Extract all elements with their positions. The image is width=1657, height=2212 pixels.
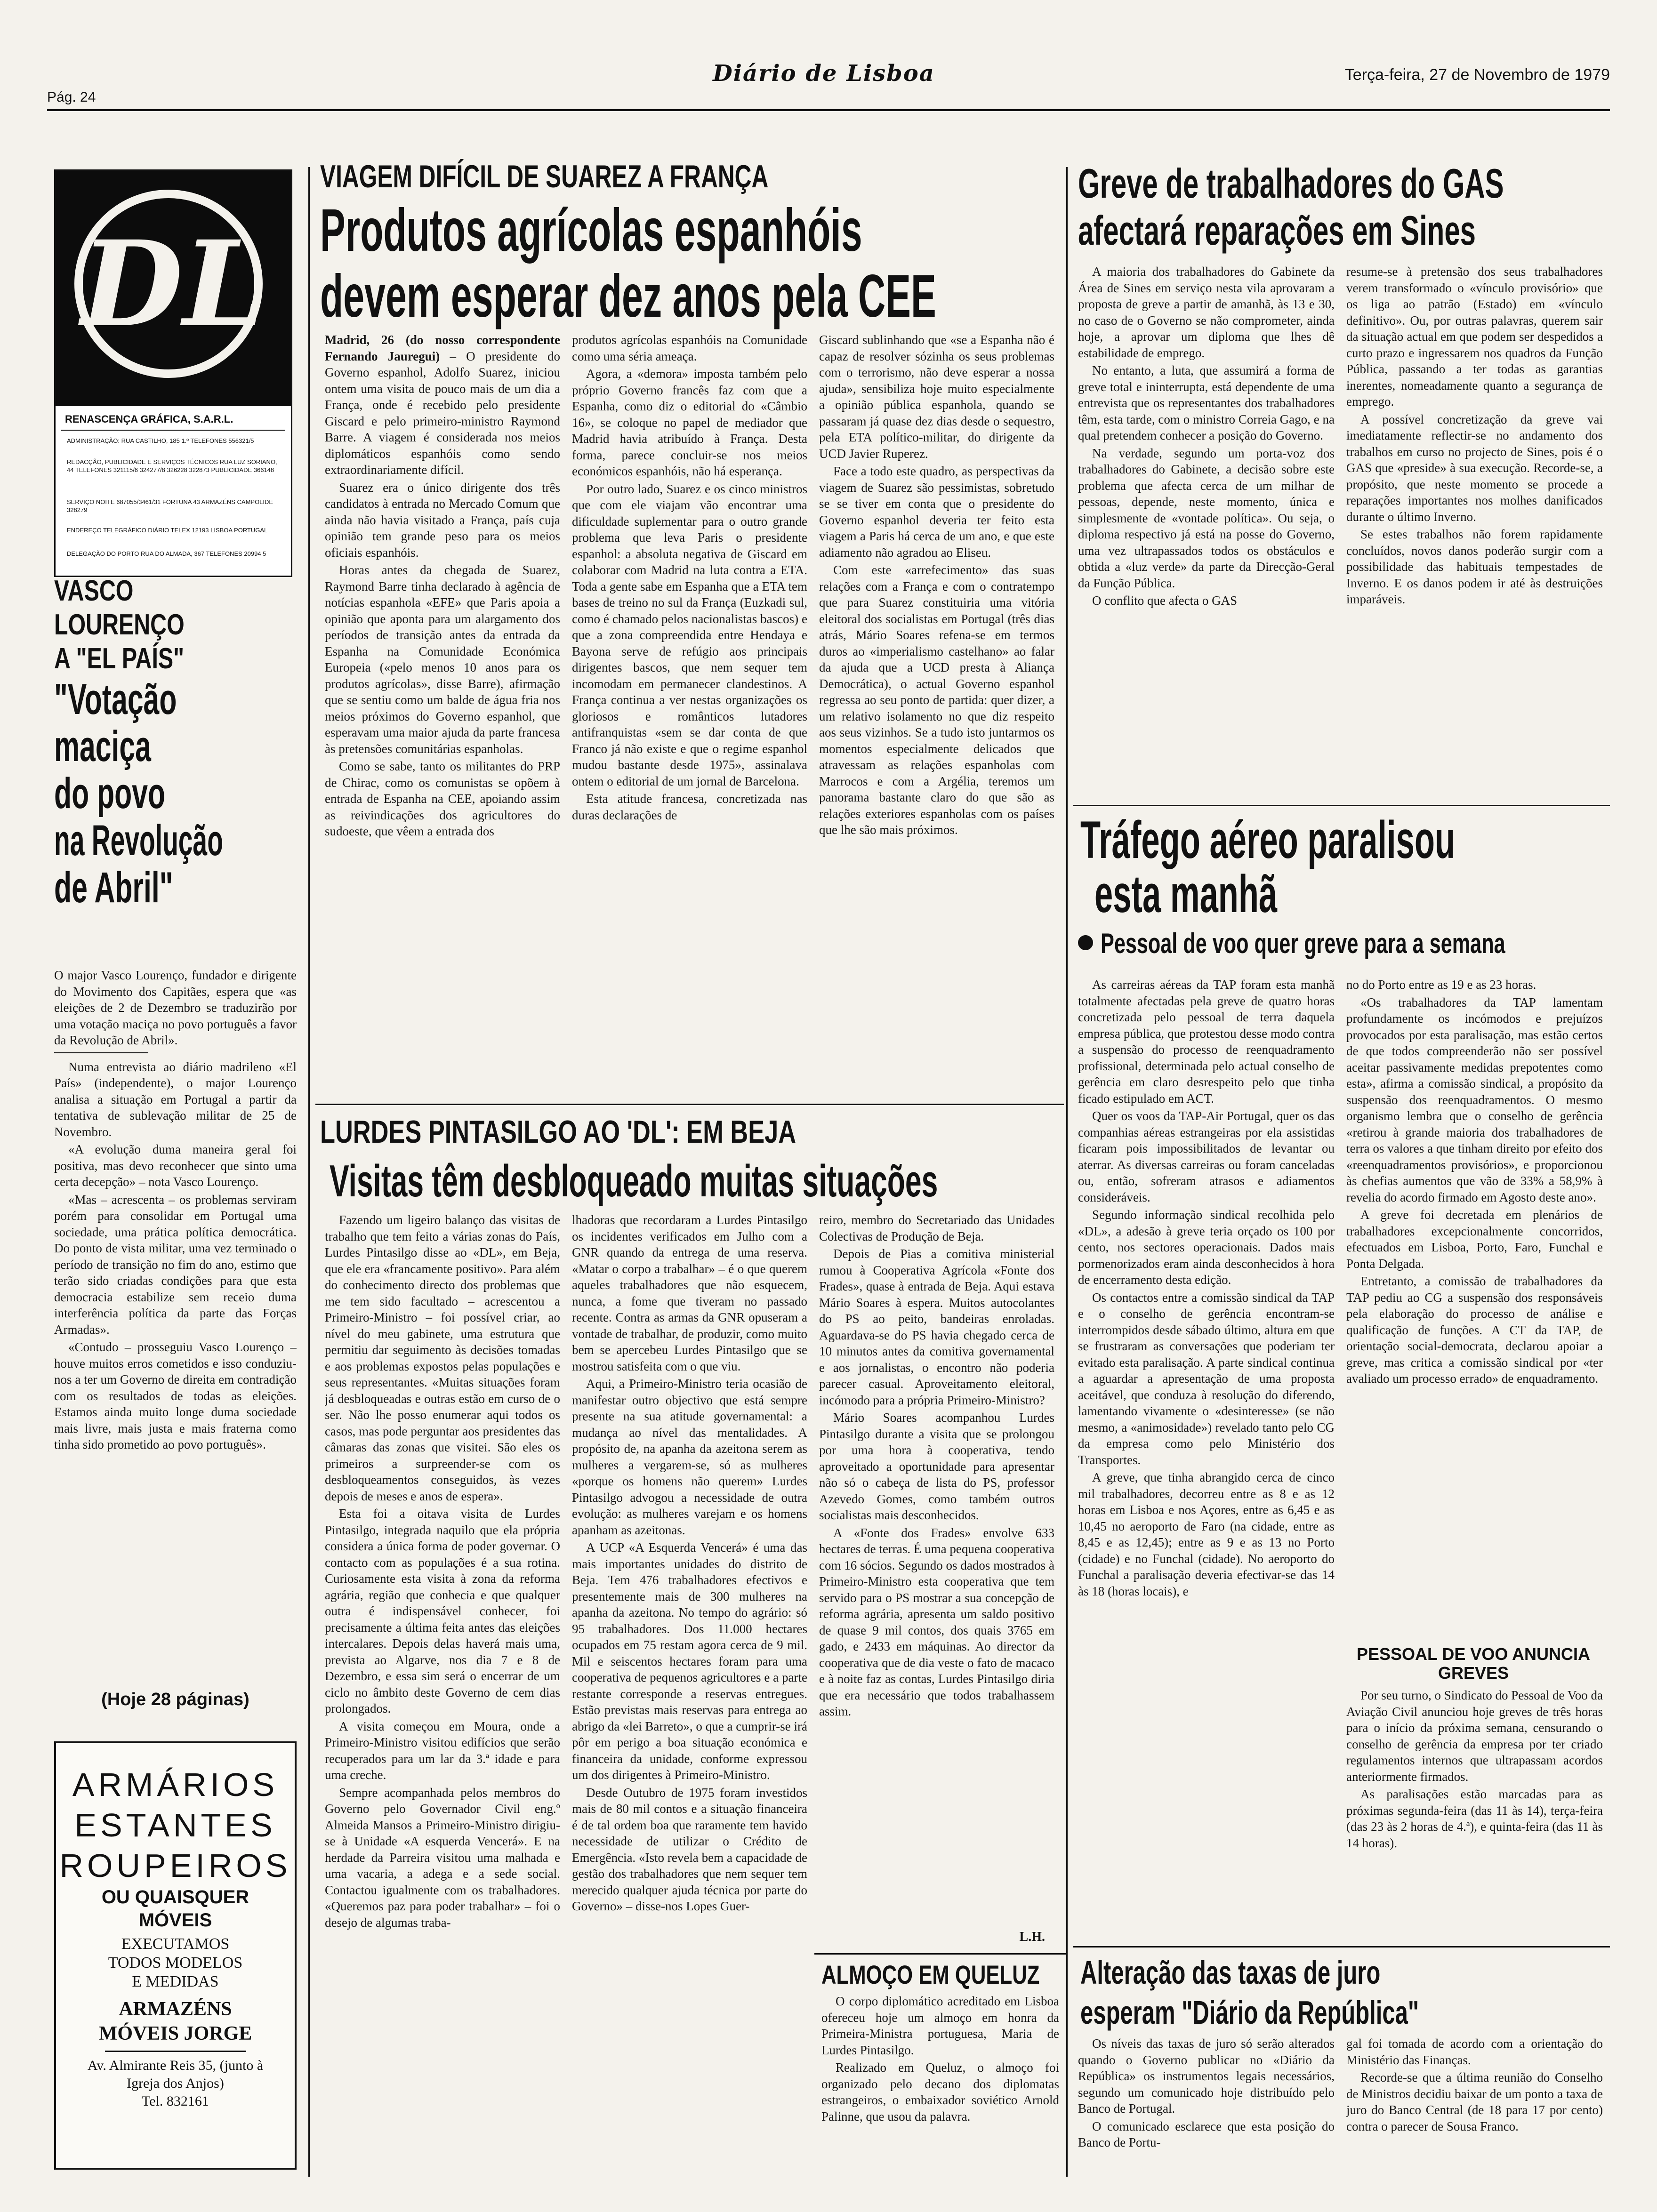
- paragraph: Giscard sublinhando que «se a Espanha não é capaz de resolver sózinha os seus problemas com o terrorismo, não deve esperar a nossa ajuda», sensibiliza hoje muito especialmente a opinião pública espanhola, quando se passaram já quase dez dias desde o sequestro, pela ETA político-militar, do dirigente da UCD Javier Ruperez.: [819, 333, 1054, 461]
- queluz-body: [821, 1993, 1059, 2200]
- suarez-col-1: [325, 332, 560, 1104]
- pintasilgo-kicker-text: LURDES PINTASILGO AO 'DL': EM BEJA: [320, 1114, 796, 1150]
- paragraph: Face a todo este quadro, as perspectivas da viagem de Suarez são pessimistas, sobretudo se se tiver em conta que o presidente do Governo espanhol deveria ter feito esta viagem a Paris há cerca de um ano, e que este adiamento não agradou ao Eliseu.: [819, 464, 1054, 560]
- paragraph: Entretanto, a comissão de trabalhadores da TAP pediu ao CG a suspensão dos responsáveis pela elaboração do processo de análise e qualificação de funções. A CT da TAP, de orientação social-democrata, declarou apoiar a greve, mas critica a comissão sindical por «ter avaliado um processo errado» de enquadramento.: [1346, 1274, 1603, 1386]
- page-number: Pág. 24: [47, 89, 96, 105]
- trafego-col-2: [1346, 977, 1603, 1640]
- ad-phone: Tel. 832161: [142, 2093, 209, 2109]
- vasco-headline-line: de Abril": [54, 864, 173, 912]
- ad-line: MÓVEIS JORGE: [98, 2023, 252, 2044]
- suarez-col-2: [572, 332, 807, 1104]
- paragraph: «Os trabalhadores da TAP lamentam profundamente os incómodos e prejuízos provocados por esta paralisação, mas estão certos de que todos compreenderão não ser possível aceitar passivamente medidas prepotentes como esta», afirma a comissão sindical, a propósito da suspensão dos reenquadramentos. O mesmo organismo lembra que o conselho de gerência «retirou à grande maioria dos trabalhadores de terra os valores a que tinham direito por efeito dos «reenquadramentos provisórios», e proporcionou às chefias aumentos que vão de 33% a 58,9% à revelia do acordo firmado em Agosto deste ano».: [1346, 995, 1603, 1204]
- juros-headline-line: esperam "Diário da República": [1080, 1994, 1419, 2031]
- dl-info-1: ADMINISTRAÇÃO: RUA CASTILHO, 185 1.º TELEFONES 556321/5: [67, 437, 254, 444]
- vasco-headline-line: maciça: [54, 722, 151, 770]
- vasco-headline-line: "Votação: [54, 675, 177, 723]
- paragraph: Horas antes da chegada de Suarez, Raymond Barre tinha declarado à agência de notícias espanhola «EFE» que Paris apoia a opinião que aponta para um alargamento dos períodos de transição antes da entrada da Espanha na Comunidade Económica Europeia («pelo menos 10 anos para os produtos agrícolas», disse Barre), afirmação que se sentiu como um balde de água fria nos meios próximos do Governo espanhol, que esperavam uma maior ajuda da parte francesa às pretensões comunitárias espanholas.: [325, 563, 560, 756]
- paragraph: A possível concretização da greve vai imediatamente reflectir-se no andamento dos trabalhos em curso no projecto de Sines, pois é o GAS que «preside» à sua execução. Recorde-se, a propósito, que neste momento se procede a reparações importantes nos molhes danificados durante o último Inverno.: [1346, 412, 1603, 524]
- paragraph: Na verdade, segundo um porta-voz dos trabalhadores do Gabinete, a decisão sobre este problema que afecta cerca de um milhar de pessoas, depende, neste momento, única e simplesmente de «vontade política». Ou seja, o diploma respectivo já está na posse do Governo, uma vez ultrapassados todos os obstáculos e obtida a «luz verde» da parte da Direcção-Geral da Função Pública.: [1078, 446, 1335, 590]
- paragraph: gal foi tomada de acordo com a orientação do Ministério das Finanças.: [1346, 2036, 1603, 2067]
- suarez-headline-line: devem esperar dez anos pela CEE: [320, 263, 936, 330]
- suarez-lead-text: – O presidente do Governo espanhol, Adolfo Suarez, iniciou ontem uma visita de pouco mais de um dia a França, onde é recebido pelo presidente Giscard e pelo primeiro-ministro Raymond Barre. A viagem é considerada nos meios diplomáticos espanhóis como sendo extraordinariamente difícil.: [325, 349, 560, 477]
- paragraph: Agora, a «demora» imposta também pelo próprio Governo francês faz com que a Espanha, como diz o editorial do «Câmbio 16», se coloque no papel de mediador que Madrid havia atribuído à França. Desta forma, parece concluir-se nos meios económicos espanhóis, não há esperança.: [572, 367, 807, 478]
- paragraph: As paralisações estão marcadas para as próximas segunda-feira (das 11 às 14), terça-feira (das 23 às 2 horas de 4.ª), e quinta-feira (das 11 às 14 horas).: [1346, 1787, 1603, 1850]
- paragraph: no do Porto entre as 19 e as 23 horas.: [1346, 978, 1536, 992]
- dl-info-4: ENDEREÇO TELEGRÁFICO DIÁRIO TELEX 12193 LISBOA PORTUGAL: [67, 527, 268, 534]
- suarez-headline-line: Produtos agrícolas espanhóis: [320, 197, 862, 264]
- paragraph: Suarez era o único dirigente dos três candidatos à entrada no Mercado Comum que ainda não havia visitado a França, país cuja opinião tem grande peso para os meios oficiais espanhóis.: [325, 480, 560, 560]
- paragraph: Depois de Pias a comitiva ministerial rumou à Cooperativa Agrícola «Fonte dos Frades», quase à entrada de Beja. Aqui estava Mário Soares à espera. Muitos autocolantes do PS ao peito, bandeiras enroladas. Aguardava-se do PS havia chegado cerca de 10 minutos antes da comitiva governamental e aos jornalistas, o encontro não poderia parecer casual. Aproveitamento eleitoral, incómodo para a própria Primeiro-Ministro?: [819, 1247, 1054, 1407]
- paragraph: O corpo diplomático acreditado em Lisboa ofereceu hoje um almoço em honra da Primeira-Ministra portuguesa, Maria de Lurdes Pintasilgo.: [821, 1994, 1059, 2057]
- dl-info-5: DELEGAÇÃO DO PORTO RUA DO ALMADA, 367 TELEFONES 20994 5: [67, 550, 266, 557]
- dl-rule: [61, 430, 285, 431]
- suarez-kicker-text: VIAGEM DIFÍCIL DE SUAREZ A FRANÇA: [320, 159, 769, 194]
- ad-line: E MEDIDAS: [132, 1973, 219, 1990]
- paragraph: Por outro lado, Suarez e os cinco ministros que com ele viajam vão encontrar uma dificuldade suplementar para o outro grande problema que leva Paris o presidente espanhol: a absoluta negativa de Giscard em colaborar com Madrid na luta contra a ETA. Toda a gente sabe em Espanha que a ETA tem bases de treino no sul da França (Euzkadi sul, como é chamado pelos nacionalistas bascos) e que a zona compreendida entre Hendaya e Bayona serve de refúgio aos principais dirigentes bascos, que nem sequer tem incomodam em permanecer clandestinos. A França continua a ver nestas organizações os gloriosos e românticos lutadores antifranquistas «sem se dar conta de que Franco já não existe e que o regime espanhol mudou bastante desde 1975», assinalava ontem o editorial de um jornal de Barcelona.: [572, 481, 807, 788]
- pintasilgo-headline-text: Visitas têm desbloqueado muitas situações: [330, 1156, 938, 1206]
- paragraph: Realizado em Queluz, o almoço foi organizado pelo decano dos diplomatas estrangeiros, o embaixador soviético Arnold Palinne, que usou da palavra.: [821, 2060, 1059, 2124]
- suarez-col-3: [819, 332, 1054, 1104]
- paragraph: Recorde-se que a última reunião do Conselho de Ministros decidiu baixar de um ponto a taxa de juro do Banco Central (de 18 para 17 por cento) contra o parecer de Sousa Franco.: [1346, 2070, 1603, 2133]
- paragraph: Aqui, a Primeiro-Ministro teria ocasião de manifestar outro objectivo que está sempre presente na sua atitude governamental: a mudança ao nível das mentalidades. A propósito de, na apanha da azeitona serem as mulheres a vergarem-se, só as mulheres «porque os homens não querem» Lurdes Pintasilgo advogou a necessidade de outra evolução: as mulheres varejam e os homens apanham as azeitonas.: [572, 1377, 807, 1537]
- gas-bottom-rule: [1073, 805, 1610, 806]
- ad-rule: [105, 2051, 246, 2052]
- paragraph: Como se sabe, tanto os militantes do PRP de Chirac, como os comunistas se opõem à entrada de Espanha na CEE, apoiando assim as reivindicações dos agricultores do sudoeste, que vêem a entrada dos: [325, 759, 560, 838]
- vasco-body: [54, 967, 297, 1683]
- paragraph: lhadoras que recordaram a Lurdes Pintasilgo os incidentes verificados em Julho com a GNR quando da entrega de uma reserva. «Matar o corpo a trabalhar» – é o que querem aqueles trabalhadores que não esquecem, nunca, a fome que tiveram no passado recente. Contra as armas da GNR opuseram a vontade de trabalhar, de produzir, como muito bem se apercebeu Lurdes Pintasilgo que se mostrou satisfeita com o que viu.: [572, 1213, 807, 1373]
- ad-line: ESTANTES: [74, 1807, 276, 1843]
- ad-line: ROUPEIROS: [59, 1847, 291, 1884]
- pintasilgo-col-3: [819, 1212, 1054, 1927]
- paragraph: Desde Outubro de 1975 foram investidos mais de 80 mil contos e a situação financeira é de tal ordem boa que raramente tem havido necessidade de utilizar o Crédito de Emergência. «Isto revela bem a capacidade de gestão dos trabalhadores que nem sequer tem merecido qualquer ajuda técnica por parte do Governo» – disse-nos Lopes Guer-: [572, 1785, 807, 1913]
- ad-line: EXECUTAMOS: [121, 1935, 230, 1953]
- paragraph: Os níveis das taxas de juro só serão alterados quando o Governo publicar no «Diário da República» os instrumentos legais necessários, segundo um comunicado hoje distribuído pelo Banco de Portugal.: [1078, 2036, 1335, 2116]
- divider-left: [308, 167, 310, 2177]
- paragraph: Por seu turno, o Sindicato do Pessoal de Voo da Aviação Civil anunciou hoje greves de três horas para o início da próxima semana, censurando o conselho de gerência da empresa por ter criado regulamentos internos que ultrapassam acordos anteriormente firmados.: [1346, 1688, 1603, 1784]
- paragraph: «A evolução duma maneira geral foi positiva, mas devo reconhecer que sinto uma certa decepção» – nota Vasco Lourenço.: [54, 1142, 297, 1189]
- paragraph: reiro, membro do Secretariado das Unidades Colectivas de Produção de Beja.: [819, 1213, 1054, 1243]
- bullet-icon: [1078, 935, 1093, 950]
- paragraph: resume-se à pretensão dos seus trabalhadores verem transformado o «vínculo provisório» que os liga ao patrão (Estado) em «vínculo definitivo». Ou, por outras palavras, querem sair da situação actual em que podem ser despedidos a curto prazo e ingressarem nos quadros da Função Pública, passando a ter todas as garantias inerentes, nomeadamente quanto a segurança de emprego.: [1346, 264, 1603, 409]
- pintasilgo-col-1: [325, 1212, 560, 2200]
- dl-publisher: RENASCENÇA GRÁFICA, S.A.R.L.: [65, 413, 233, 425]
- paragraph: Com este «arrefecimento» das suas relações com a França e com o contratempo que para Suarez constituiria uma vitória eleitoral dos socialistas em Portugal (três dias atrás, Mário Soares refena-se em termos duros ao «imperialismo castelhano» ao falar da ajuda que a UCD presta à Aliança Democrática), o actual Governo espanhol regressa ao seu ponto de partida: quer dizer, a um relativo isolamento no que diz respeito aos seus vizinhos. Se a tudo isto juntarmos os momentos especialmente delicados que atravessam as relações espanholas com Marrocos e com a Argélia, teremos um panorama bastante claro do que são as relações exteriores espanholas com os países que lhe são mais próximos.: [819, 563, 1054, 837]
- paragraph: Esta atitude francesa, concretizada nas duras declarações de: [572, 792, 807, 822]
- divider-right: [1066, 167, 1068, 2177]
- voo-subhead: PESSOAL DE VOO ANUNCIA GREVES: [1356, 1644, 1591, 1683]
- paragraph: produtos agrícolas espanhóis na Comunidade como uma séria ameaça.: [572, 333, 807, 363]
- pintasilgo-col-2: [572, 1212, 807, 2200]
- trafego-headline-line: Tráfego aéreo paralisou: [1080, 810, 1456, 869]
- vasco-headline: [54, 574, 299, 911]
- paragraph: O comunicado esclarece que esta posição do Banco de Portu-: [1078, 2119, 1335, 2149]
- dl-info-2: REDACÇÃO, PUBLICIDADE E SERVIÇOS TÉCNICOS RUA LUZ SORIANO, 44 TELEFONES 321115/6 324277/8 326228 322873 PUBLICIDADE 366148: [67, 458, 277, 473]
- paragraph: No entanto, a luta, que assumirá a forma de greve total e ininterrupta, está dependente de uma entrevista que os representantes dos trabalhadores têm, esta tarde, com o ministro Correia Gago, e na qual pretendem conhecer a posição do Governo.: [1078, 363, 1335, 442]
- ad-line: MÓVEIS: [138, 1910, 212, 1931]
- suarez-bottom-rule: [315, 1104, 1064, 1105]
- rule: [54, 1052, 148, 1053]
- paragraph: Quer os voos da TAP-Air Portugal, quer os das companhias aéreas estrangeiras por ela assistidas ficaram pois impossibilitados de levantar ou aterrar. As diversas carreiras ou foram canceladas ou, então, sofreram atrasos e adiamentos consideráveis.: [1078, 1109, 1335, 1204]
- header-rule: [47, 109, 1610, 111]
- dl-masthead-box: [54, 169, 292, 577]
- ad-address: Av. Almirante Reis 35, (junto à Igreja dos Anjos): [87, 2058, 264, 2091]
- trafego-subhead-text: Pessoal de voo quer greve para a semana: [1101, 928, 1505, 959]
- paragraph: As carreiras aéreas da TAP foram esta manhã totalmente afectadas pela greve de quatro horas concretizada pelo pessoal de terra daquela empresa pública, que protestou desse modo contra a suspensão do processo de reenquadramento profissional, determinada pelo actual conselho de gerência em claro desrespeito pelo que tinha ficado estipulado em ACT.: [1078, 978, 1335, 1106]
- paragraph: Mário Soares acompanhou Lurdes Pintasilgo durante a visita que se prolongou por uma hora à cooperativa, tendo aproveitado a oportunidade para apresentar não só o cabeça de lista do PS, professor Azevedo Gomes, como também outros socialistas mais desconhecidos.: [819, 1411, 1054, 1522]
- dl-logo: [56, 171, 291, 406]
- pages-note: (Hoje 28 páginas): [101, 1690, 249, 1709]
- dl-logo-letters: DL: [80, 215, 266, 353]
- vasco-headline-line: VASCO: [54, 575, 134, 607]
- paragraph: Os contactos entre a comissão sindical da TAP e o conselho de gerência encontram-se interrompidos desde sábado último, altura em que se frustraram as conversações que poderiam ter evitado esta paralisação. A parte sindical continua a aguardar a apresentação de uma proposta aceitável, que conduza à resolução do diferendo, lamentando vivamente o «desinteresse» (se não mesmo, a «animosidade») revelado tanto pelo CG da empresa como pelo Ministério dos Transportes.: [1078, 1290, 1335, 1467]
- trafego-bottom-rule: [1073, 1946, 1610, 1948]
- paragraph: A greve foi decretada em plenários de trabalhadores excepcionalmente concorridos, efectuados em Lisboa, Porto, Faro, Funchal e Ponta Delgada.: [1346, 1208, 1603, 1271]
- juros-headline-line: Alteração das taxas de juro: [1080, 1954, 1381, 1991]
- paragraph: [325, 332, 560, 478]
- ad-line: OU QUAISQUER: [101, 1887, 249, 1907]
- furniture-ad: [54, 1741, 297, 2170]
- dl-info-3: SERVIÇO NOITE 687055/3461/31 FORTUNA 43 ARMAZÉNS CAMPOLIDE 328279: [67, 498, 273, 513]
- ad-line: ARMÁRIOS: [72, 1766, 279, 1803]
- suarez-lead: Madrid, 26 (do nosso correspondente Fernando Jauregui): [325, 333, 560, 363]
- paragraph: O major Vasco Lourenço, fundador e dirigente do Movimento dos Capitães, espera que «as eleições de 2 de Dezembro se traduzirão por uma votação maciça no povo português a favor da Revolução de Abril».: [54, 968, 297, 1047]
- voo-body: [1346, 1687, 1603, 1944]
- trafego-col-1: [1078, 977, 1335, 1941]
- queluz-top-rule: [814, 1953, 1066, 1955]
- paragraph: A greve, que tinha abrangido cerca de cinco mil trabalhadores, decorreu entre as 8 e as 12 horas em Lisboa e nos Açores, entre as 6,45 e as 10,45 no aeroporto de Faro (na cidade, entre as 8,45 e as 12,45); entre as 9 e as 13 no Porto (cidade) e no Funchal (cidade). No aeroporto do Funchal a paralisação deveria efectivar-se das 14 às 18 (horas locais), e: [1078, 1470, 1335, 1598]
- paragraph: O conflito que afecta o GAS: [1092, 593, 1238, 608]
- vasco-headline-line: do povo: [54, 769, 166, 817]
- gas-headline-line: afectará reparações em Sines: [1078, 207, 1476, 254]
- paragraph: «Contudo – prosseguiu Vasco Lourenço – houve muitos erros cometidos e isso conduziu-nos a ter um Governo de direita em contradição com os resultados de todas as eleições. Estamos ainda muito longe duma sociedade mais livre, mais justa e mais fraterna como tinha sido prometido ao povo português».: [54, 1340, 297, 1451]
- paragraph: Esta foi a oitava visita de Lurdes Pintasilgo, integrada naquilo que ela própria considera a única forma de poder governar. O contacto com as populações é a sua rotina. Curiosamente esta visita à zona da reforma agrária, região que conhecia e que qualquer outra é indispensável conhecer, foi precisamente a última feita antes das eleições intercalares. Depois delas haverá mais uma, prevista ao Algarve, nos dia 7 e 8 de Dezembro, e essa sim será o encerrar de um ciclo no âmbito deste Governo de cem dias prolongados.: [325, 1507, 560, 1715]
- paragraph: Numa entrevista ao diário madrileno «El País» (independente), o major Lourenço analisa a situação em Portugal a partir da tentativa de sublevação militar de 25 de Novembro.: [54, 1059, 297, 1139]
- ad-line: TODOS MODELOS: [108, 1954, 243, 1972]
- vasco-headline-line: LOURENÇO: [54, 609, 185, 641]
- vasco-headline-line: A "EL PAÍS": [54, 642, 185, 675]
- trafego-headline-line: esta manhã: [1094, 865, 1278, 923]
- gas-headline-line: Greve de trabalhadores do GAS: [1078, 160, 1504, 207]
- paragraph: A visita começou em Moura, onde a Primeiro-Ministro visitou edifícios que serão recuperados para um lar da 3.ª idade e para uma creche.: [325, 1719, 560, 1782]
- ad-line: ARMAZÉNS: [119, 1998, 232, 2020]
- juros-col-1: [1078, 2036, 1335, 2205]
- paragraph: Se estes trabalhos não forem rapidamente concluídos, novos danos poderão surgir com a possibilidade das habituais tempestades de Inverno. E os danos podem ir até às destruições imparáveis.: [1346, 527, 1603, 606]
- paragraph: Sempre acompanhada pelos membros do Governo pelo Governador Civil eng.º Almeida Mansos a Primeiro-Ministro dirigiu-se à Unidade «A esquerda Vencerá». E na herdade da Parreira visitou uma malhada e uma vacaria, a adega e a sede social. Contactou igualmente com os trabalhadores. «Queremos paz para poder trabalhar» – foi o desejo de algumas traba-: [325, 1785, 560, 1930]
- gas-col-1: [1078, 264, 1335, 800]
- gas-col-2: [1346, 264, 1603, 800]
- paragraph: A UCP «A Esquerda Vencerá» é uma das mais importantes unidades do distrito de Beja. Tem 476 trabalhadores efectivos e presentemente mais de 300 mulheres na apanha da azeitona. No tempo do agrário: só 95 trabalhadores. Dos 11.000 hectares ocupados em 75 restam agora cerca de 9 mil. Mil e seiscentos hectares foram para uma cooperativa de pequenos agricultores e a parte restante corresponde a reservas entregues. Estão previstas mais reservas para entrega ao abrigo da «lei Barreto», o que a cumprir-se irá pôr em perigo a boa situação económica e financeira da unidade, conforme expressou um dos dirigentes à Primeiro-Ministro.: [572, 1540, 807, 1782]
- pintasilgo-signature: L.H.: [1019, 1930, 1045, 1944]
- paragraph: A maioria dos trabalhadores do Gabinete da Área de Sines em serviço nesta vila aprovaram a proposta de greve a partir de amanhã, às 13 e 30, no caso de o Governo se não comprometer, ainda hoje, a aprovar um diploma que lhes dê estabilidade de emprego.: [1078, 264, 1335, 360]
- paragraph: Segundo informação sindical recolhida pelo «DL», a adesão à greve teria orçado os 100 por cento, nos sectores operacionais. Dados mais pormenorizados eram ainda desconhecidos à hora de encerramento desta edição.: [1078, 1208, 1335, 1287]
- paragraph: A «Fonte dos Frades» envolve 633 hectares de terras. É uma pequena cooperativa com 16 sócios. Segundo os dados mostrados à Primeiro-Ministro esta cooperativa que tem servido para o PS mostrar a sua concepção de reforma agrária, apresenta um saldo positivo de quase 9 mil contos, dos quais 3765 em gado, e 2433 em máquinas. Ao director da cooperativa que de dia veste o fato de macaco e à noite faz as contas, Lurdes Pintasilgo diria que era necessário que todos trabalhassem assim.: [819, 1525, 1054, 1718]
- masthead: Diário de Lisboa: [713, 60, 935, 87]
- paragraph: Fazendo um ligeiro balanço das visitas de trabalho que tem feito a várias zonas do País, Lurdes Pintasilgo disse ao «DL», em Beja, que ele era «francamente positivo». Para além do conhecimento directo dos problemas que me tem sido facultado – acrescentou a Primeiro-Ministro – foi possível criar, ao nível do meu gabinete, uma estrutura que permitiu dar seguimento às decisões tomadas e aos problemas expostos pelas populações e seus representantes. «Muitas situações foram já desbloqueadas e outras estão em curso de o ser. Não lhe posso enumerar aqui todos os casos, mas pode perguntar aos presidentes das câmaras das zonas que visitei. São eles os primeiros a surpreender-se com os desbloqueamentos conseguidos, às vezes depois de meses e anos de espera».: [325, 1213, 560, 1503]
- vasco-headline-line: na Revolução: [54, 817, 223, 865]
- juros-col-2: [1346, 2036, 1603, 2205]
- issue-date: Terça-feira, 27 de Novembro de 1979: [1344, 66, 1610, 84]
- queluz-headline-text: ALMOÇO EM QUELUZ: [821, 1960, 1040, 1989]
- paragraph: «Mas – acrescenta – os problemas serviram porém para consolidar em Portugal uma sociedade, uma prática política democrática. Do ponto de vista militar, uma vez terminado o período de transição no fim do ano, estimo que terão sido criadas condições para que esta democracia estabilize sem receio duma interferência política da parte das Forças Armadas».: [54, 1192, 297, 1337]
